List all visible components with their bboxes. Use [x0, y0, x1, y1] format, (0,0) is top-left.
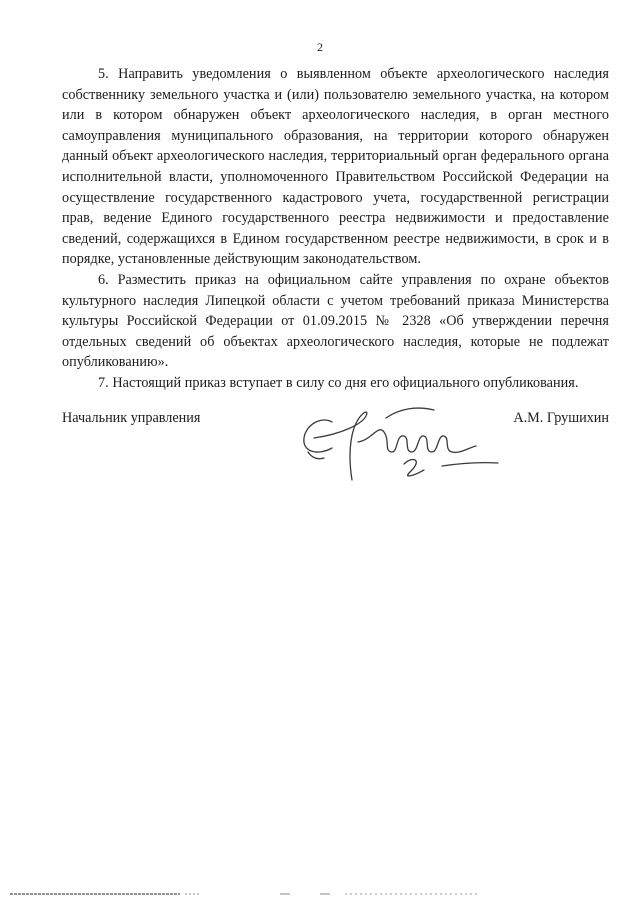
signatory-name: А.М. Грушихин [513, 410, 609, 426]
order-body [62, 64, 609, 394]
paragraph-7: 7. Настоящий приказ вступает в силу со дня его официального опубликования. [98, 374, 579, 391]
paragraph-5: 5. Направить уведомления о выявленном объекте археологического наследия собственнику земельного участка и (или) пользователю земельного участка, на котором или в котором обнаружен объект археологического наследия, в орган местного самоуправления муниципального образования, на территории которого обнаружен данный объект археологического наследия, территориальный орган федерального органа исполнительной власти, уполномоченного Правительством Российской Федерации на осуществление государственного кадастрового учета, государственной регистрации прав, ведение Единого государственного реестра недвижимости и предоставление сведений, содержащихся в Едином государственном реестре недвижимости, в срок и в порядке, установленные действующим законодательством. [62, 66, 609, 268]
scan-edge-artifact [0, 891, 640, 897]
signatory-position: Начальник управления [62, 410, 201, 426]
signature-block [62, 406, 609, 496]
paragraph-6: 6. Разместить приказ на официальном сайте управления по охране объектов культурного наследия Липецкой области с учетом требований приказа Министерства культуры Российской Федерации от 01.09.2015 № 2328 «Об утверждении перечня отдельных сведений об объектах археологического наследия, которые не подлежат опубликованию». [62, 271, 609, 371]
page-number: 2 [317, 40, 323, 54]
handwritten-signature [292, 394, 512, 489]
